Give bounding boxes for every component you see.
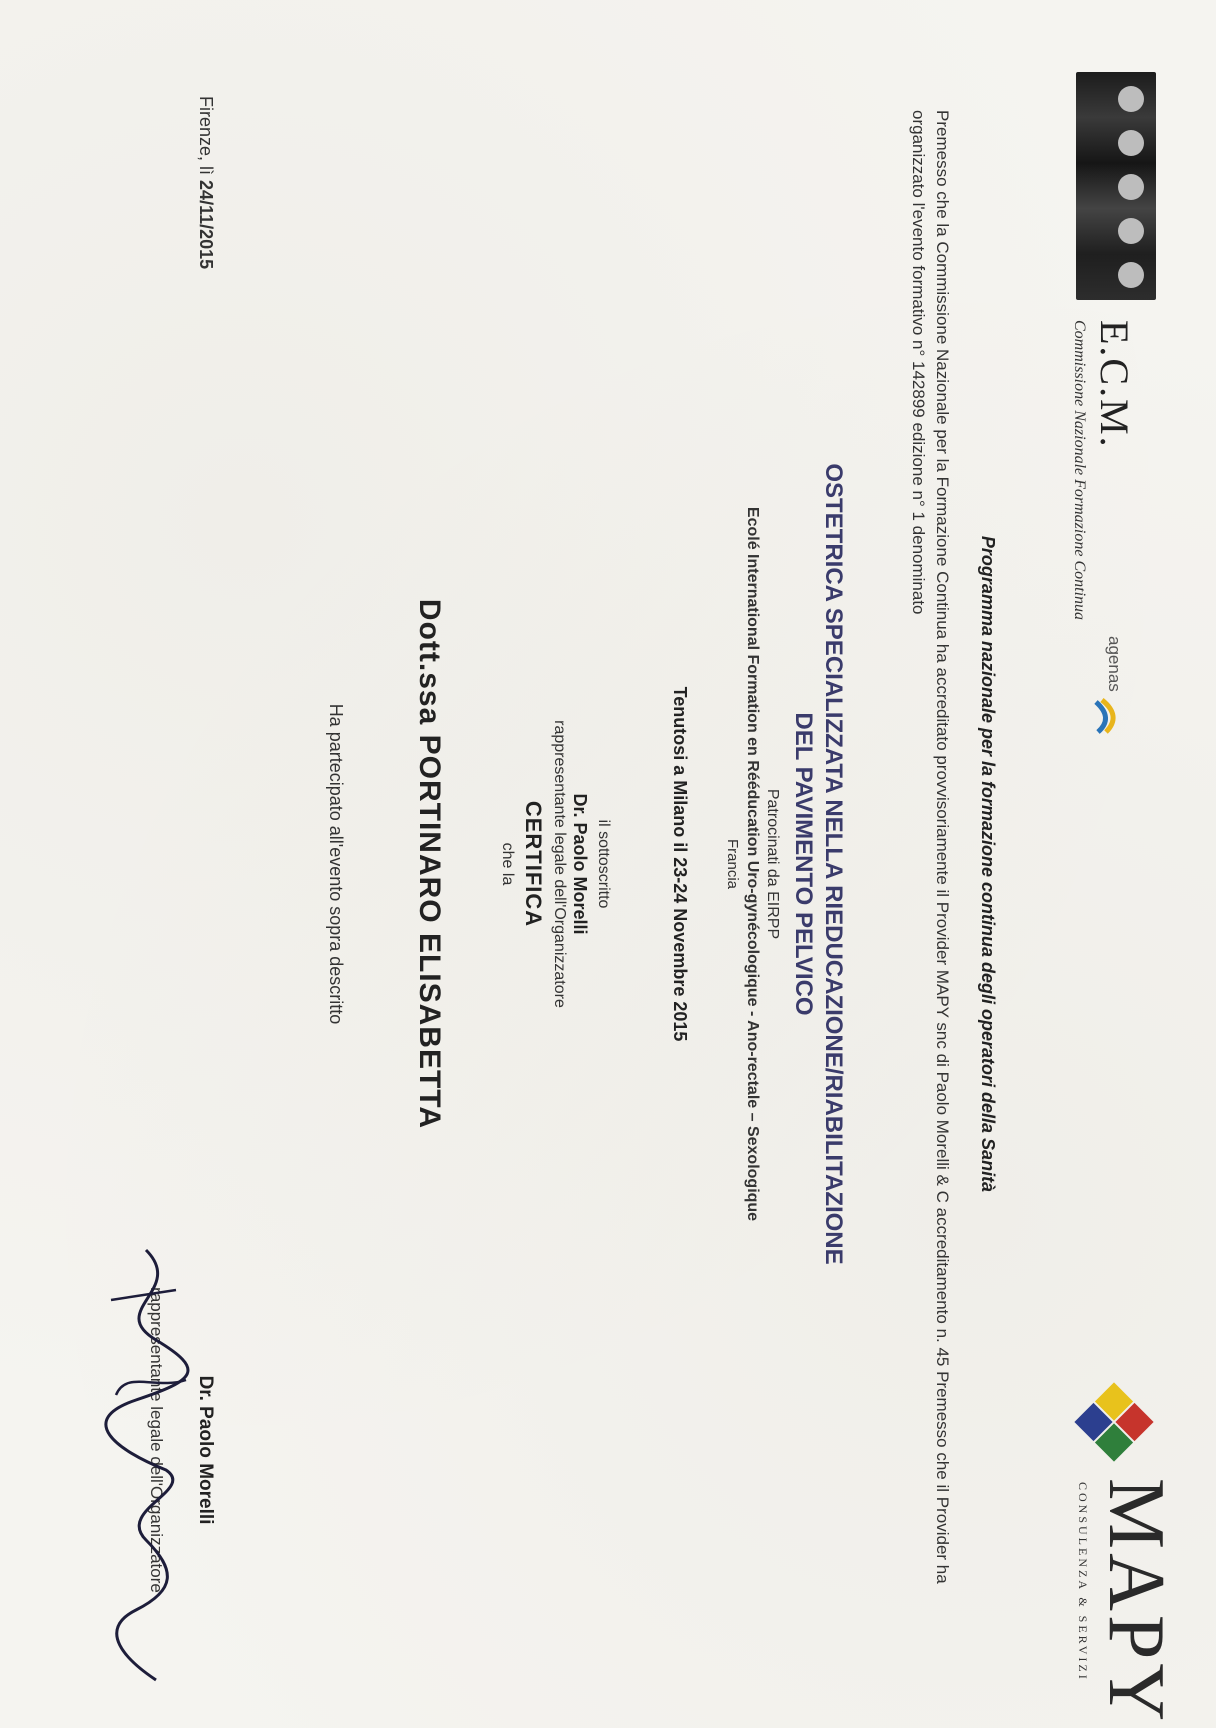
patrocinati-line: Patrocinati da EIRPP (764, 788, 781, 940)
agenas-label: agenas (1105, 636, 1124, 692)
premessa-paragraph: Premesso che la Commissione Nazionale per la Formazione Continua ha accreditato provvisoriamente il Provider MAPY snc di Paolo Morelli & C accreditamento n. 45 Premesso che il Provider ha organizzato l'evento formativo n° 142899 edizione n° 1 denominato (909, 110, 952, 1584)
course-title (788, 0, 848, 1728)
country-line: Francia (724, 838, 741, 890)
signer-role: rappresentante legale dell'Organizzatore (551, 720, 568, 1008)
place-label: Firenze, lì (196, 96, 216, 176)
ecm-photo-strip (1076, 72, 1156, 300)
che-la-line: che la (499, 842, 516, 886)
ecole-line: Ecolé International Formation en Rééducation Uro-gynécologique - Ano-rectale – Sexologique (744, 506, 761, 1222)
event-date-location: Tenutosi a Milano il 23-24 Novembre 2015 (670, 686, 690, 1042)
participation-statement: Ha partecipato all'evento sopra descritto (326, 703, 346, 1025)
certifica-heading: CERTIFICA (521, 800, 546, 928)
signature-name: Dr. Paolo Morelli (195, 1375, 216, 1525)
mapy-logo-icon (1066, 1374, 1162, 1470)
mapy-brand-name: MAPY (1092, 1478, 1180, 1726)
mapy-tagline: CONSULENZA & SERVIZI (1076, 1482, 1090, 1682)
programma-heading: Programma nazionale per la formazione continua degli operatori della Sanità (978, 535, 998, 1193)
ecm-subtitle: Commissione Nazionale Formazione Continua (1071, 320, 1088, 621)
signer-name: Dr. Paolo Morelli (570, 793, 590, 935)
recipient-name: Dott.ssa PORTINARO ELISABETTA (413, 598, 446, 1130)
ecm-title: E.C.M. (1092, 320, 1137, 449)
handwritten-signature (96, 1230, 206, 1700)
course-title-line-2: DEL PAVIMENTO PELVICO (790, 712, 817, 1016)
agenas-logo-icon (1092, 696, 1132, 736)
sottoscritto-line: il sottoscritto (595, 819, 612, 909)
course-title-line-1: OSTETRICA SPECIALIZZATA NELLA RIEDUCAZIONE/RIABILITAZIONE (820, 463, 847, 1265)
issue-date: 24/11/2015 (196, 180, 216, 270)
place-date (195, 96, 216, 269)
signature-role: rappresentante legale dell'Organizzatore (147, 1287, 166, 1593)
